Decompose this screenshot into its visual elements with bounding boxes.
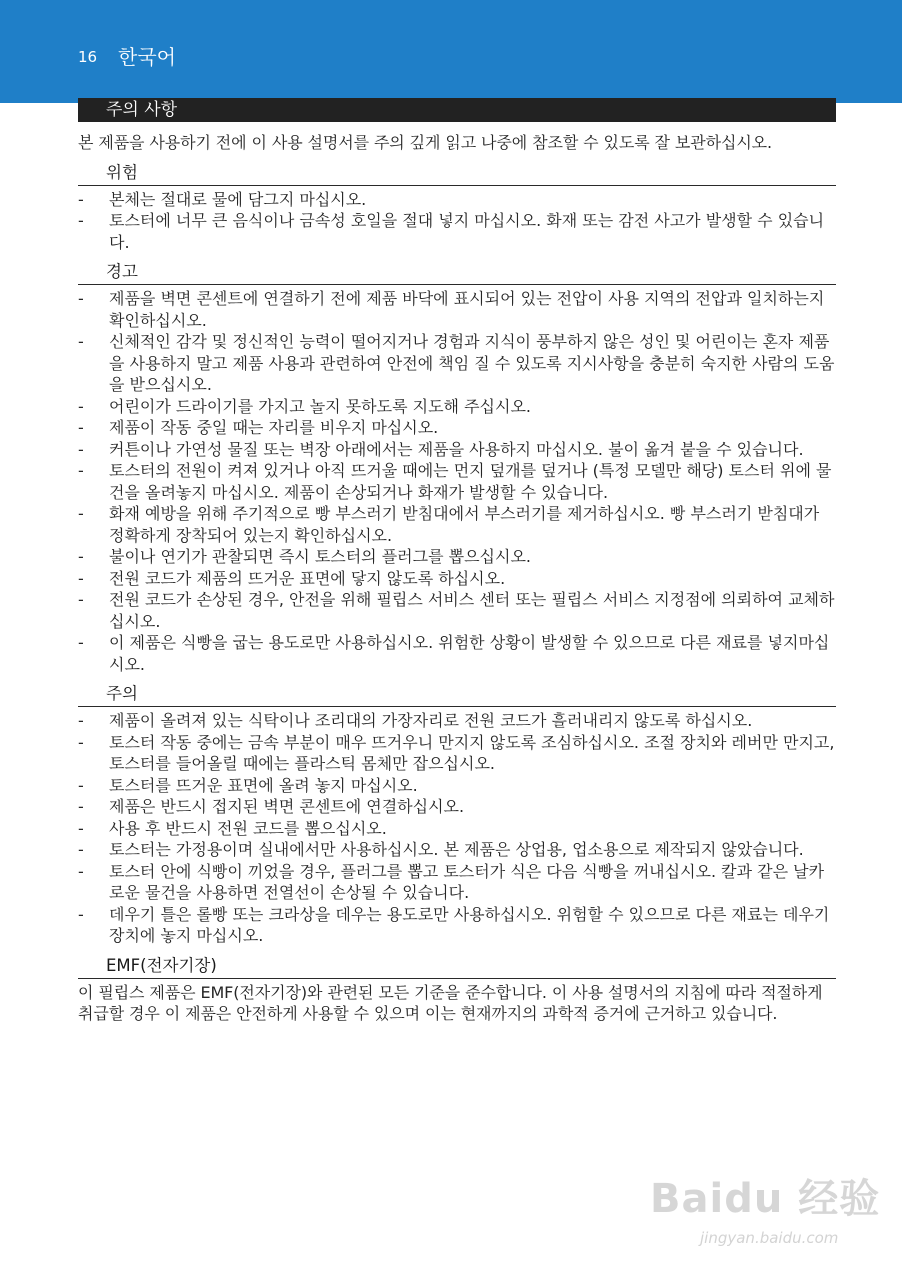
- caution-list: [78, 710, 836, 947]
- list-item: - 신체적인 감각 및 정신적인 능력이 떨어지거나 경험과 지식이 풍부하지 않은 성인 및 어린이는 혼자 제품을 사용하지 말고 제품 사용과 관련하여 안전에 책임 질 수 있도록 지시사항을 충분히 숙지한 사람의 도움을 받으십시오.: [78, 332, 835, 394]
- list-item: - 이 제품은 식빵을 굽는 용도로만 사용하십시오. 위험한 상황이 발생할 수 있으므로 다른 재료를 넣지마십시오.: [78, 633, 830, 674]
- list-item: - 토스터의 전원이 켜져 있거나 아직 뜨거울 때에는 먼지 덮개를 덮거나 (특정 모델만 해당) 토스터 위에 물건을 올려놓지 마십시오. 제품이 손상되거나 화재가 발생할 수 있습니다.: [78, 461, 832, 502]
- list-item: - 토스터 안에 식빵이 끼었을 경우, 플러그를 뽑고 토스터가 식은 다음 식빵을 꺼내십시오. 칼과 같은 날카로운 물건을 사용하면 전열선이 손상될 수 있습니다.: [78, 861, 825, 902]
- list-item: - 본체는 절대로 물에 담그지 마십시오.: [78, 189, 367, 209]
- list-item: - 제품을 벽면 콘센트에 연결하기 전에 제품 바닥에 표시되어 있는 전압이 사용 지역의 전압과 일치하는지 확인하십시오.: [78, 289, 825, 330]
- emf-heading: EMF(전자기장): [78, 955, 836, 979]
- watermark-logo: Baidu 经验: [650, 1176, 881, 1222]
- list-item: - 제품이 작동 중일 때는 자리를 비우지 마십시오.: [78, 418, 439, 437]
- watermark-url: jingyan.baidu.com: [700, 1229, 839, 1247]
- intro-paragraph: 본 제품을 사용하기 전에 이 사용 설명서를 주의 깊게 읽고 나중에 참조할 수 있도록 잘 보관하십시오.: [78, 133, 773, 152]
- list-item: - 데우기 틀은 롤빵 또는 크라상을 데우는 용도로만 사용하십시오. 위험할 수 있으므로 다른 재료는 데우기 장치에 놓지 마십시오.: [78, 904, 830, 945]
- list-item: - 토스터를 뜨거운 표면에 올려 놓지 마십시오.: [78, 775, 418, 795]
- list-item: - 화재 예방을 위해 주기적으로 빵 부스러기 받침대에서 부스러기를 제거하십시오. 빵 부스러기 받침대가 정확하게 장착되어 있는지 확인하십시오.: [78, 504, 820, 545]
- list-item: - 제품이 올려져 있는 식탁이나 조리대의 가장자리로 전원 코드가 흘러내리지 않도록 하십시오.: [78, 711, 753, 730]
- list-item: - 전원 코드가 제품의 뜨거운 표면에 닿지 않도록 하십시오.: [78, 568, 506, 588]
- danger-heading: 위험: [78, 162, 836, 186]
- list-item: - 토스터 작동 중에는 금속 부분이 매우 뜨거우니 만지지 않도록 조심하십시오. 조절 장치와 레버만 만지고, 토스터를 들어올릴 때에는 플라스틱 몸체만 잡으십시오.: [78, 732, 835, 773]
- warning-heading: 경고: [78, 261, 836, 285]
- list-item: - 토스터는 가정용이며 실내에서만 사용하십시오. 본 제품은 상업용, 업소용으로 제작되지 않았습니다.: [78, 840, 804, 859]
- page-content: [78, 132, 836, 1025]
- list-item: - 전원 코드가 손상된 경우, 안전을 위해 필립스 서비스 센터 또는 필립스 서비스 지정점에 의뢰하여 교체하십시오.: [78, 590, 835, 631]
- section-title: 주의 사항: [106, 100, 178, 120]
- page-number: 16: [78, 48, 98, 66]
- baidu-watermark: [650, 1167, 890, 1277]
- list-item: - 토스터에 너무 큰 음식이나 금속성 호일을 절대 넣지 마십시오. 화재 또는 감전 사고가 발생할 수 있습니다.: [78, 211, 825, 252]
- list-item: - 커튼이나 가연성 물질 또는 벽장 아래에서는 제품을 사용하지 마십시오. 불이 옮겨 붙을 수 있습니다.: [78, 439, 804, 459]
- list-item: - 사용 후 반드시 전원 코드를 뽑으십시오.: [78, 818, 387, 838]
- list-item: - 어린이가 드라이기를 가지고 놀지 못하도록 지도해 주십시오.: [78, 396, 532, 416]
- section-title-bar: [78, 98, 836, 122]
- list-item: - 제품은 반드시 접지된 벽면 콘센트에 연결하십시오.: [78, 797, 465, 816]
- emf-paragraph: 이 필립스 제품은 EMF(전자기장)와 관련된 모든 기준을 준수합니다. 이 사용 설명서의 지침에 따라 적절하게 취급할 경우 이 제품은 안전하게 사용할 수 있으며 이는 현재까지의 과학적 증거에 근거하고 있습니다.: [78, 982, 823, 1023]
- list-item: - 불이나 연기가 관찰되면 즉시 토스터의 플러그를 뽑으십시오.: [78, 547, 532, 566]
- language-title: 한국어: [118, 45, 176, 69]
- danger-list: [78, 189, 836, 254]
- caution-heading: 주의: [78, 683, 836, 707]
- warning-list: [78, 288, 836, 675]
